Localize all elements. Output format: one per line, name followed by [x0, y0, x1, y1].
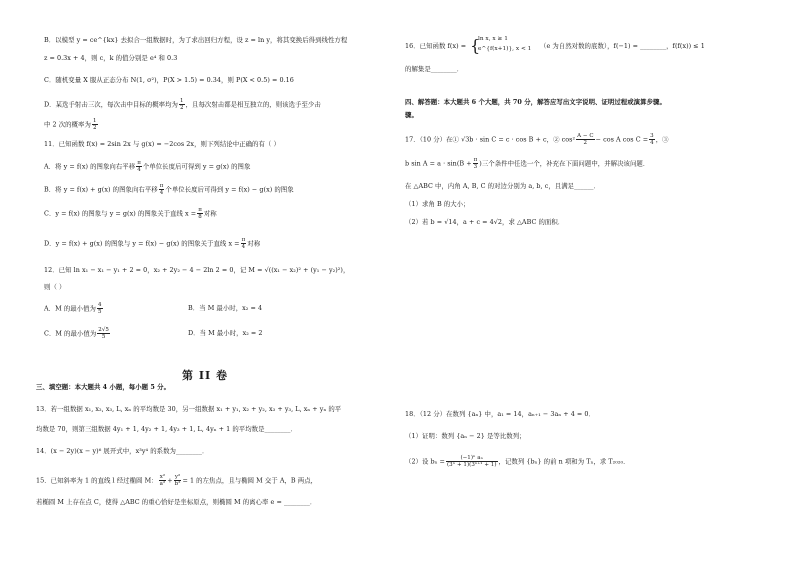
- fraction: $\frac{A - C}{2}$: [577, 133, 594, 146]
- fraction: $\frac{\text{(−1)ⁿ aₙ}}{\text{(3ⁿ + 1)(3ⁿ⁺¹ + 1)}}$: [446, 455, 497, 468]
- option-b-line2: z = 0.3x + 4，则 c，k 的值分别是 e⁴ 和 0.3: [44, 54, 178, 62]
- question-text: ，记数列 {bₙ} 的前 n 项和为 Tₙ，求 T₂₀₂₀．: [498, 457, 630, 466]
- fraction: $\frac{2√5}{5}$: [98, 327, 109, 340]
- question-17-sub1: （1）求角 B 的大小；: [405, 200, 470, 208]
- question-text: b sin A = a · sin: [405, 159, 457, 168]
- option-text: D．y = f(x) + g(x) 的图象与 y = f(x) − g(x) 的图象关于直线 x =: [44, 239, 240, 248]
- question-text: 16．已知函数 f(x) =: [405, 42, 467, 50]
- question-17-line3: 在 △ABC 中，内角 A, B, C 的对边分别为 a, b, c，且满足______．: [405, 182, 600, 190]
- question-11-stem: 11．已知函数 f(x) = 2sin 2x 与 g(x) = −2cos 2x，则下列结论中正确的有（ ）: [44, 140, 280, 148]
- option-text: 对称: [203, 209, 217, 218]
- question-17-line1: [405, 133, 669, 146]
- question-14: 14．(x − 2y)(x − y)⁶ 展开式中，x³y⁴ 的系数为________．: [36, 447, 209, 455]
- question-text: （2）设 bₙ =: [405, 457, 445, 466]
- fraction: $\frac{3}{4}$: [650, 133, 654, 146]
- fraction: $\frac{\text{x²}}{\text{a²}}$: [159, 474, 166, 487]
- question-11-option-a: [44, 160, 250, 173]
- question-18-sub1: （1）证明：数列 {aₙ − 2} 是等比数列；: [405, 432, 526, 440]
- option-text: 个单位长度后可得到 y = f(x) − g(x) 的图象: [165, 185, 294, 194]
- fraction: $\frac{\pi}{4}$: [137, 160, 141, 173]
- option-d-tail: ，且每次射击都是相互独立的，则该选手至少击: [185, 100, 321, 109]
- fraction: $\frac{1}{2}$: [92, 118, 97, 131]
- question-18-sub2: [405, 455, 630, 468]
- question-16-post: （e 为自然对数的底数），f(−1) = ________，f(f(x)) ≤ 1: [540, 42, 705, 50]
- part-2-title: 第 II 卷: [182, 369, 228, 382]
- question-12-option-b: B．当 M 最小时，x₂ = 4: [188, 304, 263, 312]
- option-text: A．将 y = f(x) 的图象向右平移: [44, 162, 136, 171]
- fraction: $\frac{\pi}{8}$: [198, 207, 202, 220]
- question-13-line2: 均数是 70，则第三组数据 4y₁ + 1, 4y₂ + 1, 4y₃ + 1, L, 4yₙ + 1 的平均数是________．: [36, 425, 297, 433]
- section-4-heading: 四、解答题：本大题共 6 个大题，共 70 分，解答应写出文字说明、证明过程或演算步骤。: [405, 98, 666, 106]
- option-text: B．将 y = f(x) + g(x) 的图象向右平移: [44, 185, 158, 194]
- paren: (B +: [456, 159, 472, 168]
- piecewise-case-2: e^{f(x+1)}, x < 1: [478, 46, 532, 52]
- plus-sign: +: [167, 476, 173, 485]
- question-text: = 1 的左焦点，且与椭圆 M 交于 A，B 两点，: [182, 476, 318, 485]
- option-text: C．M 的最小值为: [44, 329, 97, 338]
- question-text: 三个条件中任选一个，补充在下面问题中，并解决该问题．: [481, 159, 650, 168]
- question-12-option-c: [44, 327, 111, 340]
- option-d-line2-text: 中 2 次的概率为: [44, 120, 91, 129]
- question-text: ，③: [655, 135, 669, 144]
- fraction: $\frac{\pi}{4}$: [159, 183, 164, 196]
- option-d-line1: [44, 98, 321, 111]
- fraction: $\frac{1}{2}$: [180, 98, 184, 111]
- question-11-option-c: [44, 207, 217, 220]
- option-text: C．y = f(x) 的图象与 y = g(x) 的图象关于直线 x =: [44, 209, 197, 218]
- paren: ): [479, 159, 482, 168]
- option-text: A．M 的最小值为: [44, 304, 96, 313]
- option-text: 对称: [247, 239, 261, 248]
- fraction: $\frac{\pi}{4}$: [241, 237, 246, 250]
- section-3-heading: 三、填空题：本大题共 4 小题，每小题 5 分。: [36, 383, 171, 391]
- piecewise-case-1: ln x, x ≥ 1: [478, 36, 508, 42]
- question-11-option-b: [44, 183, 294, 196]
- option-b-line1: B．以模型 y = ce^{kx} 去拟合一组数据时，为了求出回归方程，设 z = ln y，将其变换后得到线性方程: [44, 36, 348, 44]
- question-17-sub2: （2）若 b = √14，a + c = 4√2，求 △ABC 的面积．: [405, 218, 565, 226]
- piecewise-brace-icon: {: [470, 36, 481, 55]
- question-17-line2: [405, 157, 649, 170]
- question-15-line1: [36, 474, 317, 487]
- question-12-option-d: D．当 M 最小时，x₂ = 2: [188, 329, 263, 337]
- option-c-line: C．随机变量 X 服从正态分布 N(1, σ²)，P(X > 1.5) = 0.34，则 P(X < 0.5) = 0.16: [44, 76, 294, 84]
- option-text: 个单位长度后可得到 y = g(x) 的图象: [142, 162, 251, 171]
- question-18-line1: 18．（12 分）在数列 {aₙ} 中，a₁ = 14，aₙ₊₁ − 3aₙ + 4 = 0．: [405, 410, 595, 418]
- question-16-tail: 的解集是________．: [405, 65, 464, 73]
- question-12-stem: 12．已知 ln x₁ − x₁ − y₁ + 2 = 0，x₂ + 2y₂ − 4 − 2ln 2 = 0，记 M = √((x₁ − x₂)² + (y₁ − y₂)²)，: [44, 266, 350, 274]
- question-text: 15．已知斜率为 1 的直线 l 经过椭圆 M：: [36, 476, 158, 485]
- question-15-line2: 若椭圆 M 上存在点 C，使得 △ABC 的重心恰好是坐标原点，则椭圆 M 的离心率 e = ________．: [36, 498, 317, 506]
- fraction: $\frac{\text{y²}}{\text{b²}}$: [174, 474, 181, 487]
- question-13-line1: 13．若一组数据 x₁, x₂, x₃, L, xₙ 的平均数是 30，另一组数据 x₁ + y₁, x₂ + y₂, x₃ + y₃, L, xₙ + yₙ 的平: [36, 405, 342, 413]
- question-16-line1: [405, 42, 466, 51]
- question-11-option-d: [44, 237, 260, 250]
- option-d-text: D．某选手射击三次，每次击中目标的概率均为: [44, 100, 178, 109]
- fraction: $\frac{4}{5}$: [97, 302, 102, 315]
- option-d-line2: [44, 118, 99, 131]
- question-text: 17．（10 分）在① √3b · sin C = c · cos B + c，② cos²: [405, 135, 576, 144]
- question-12-option-a: [44, 302, 104, 315]
- question-text: − cos A cos C =: [595, 135, 649, 144]
- section-4-heading-cont: 骤。: [405, 111, 418, 119]
- question-12-then: 则（ ）: [44, 283, 66, 291]
- fraction: $\frac{\pi}{3}$: [473, 157, 478, 170]
